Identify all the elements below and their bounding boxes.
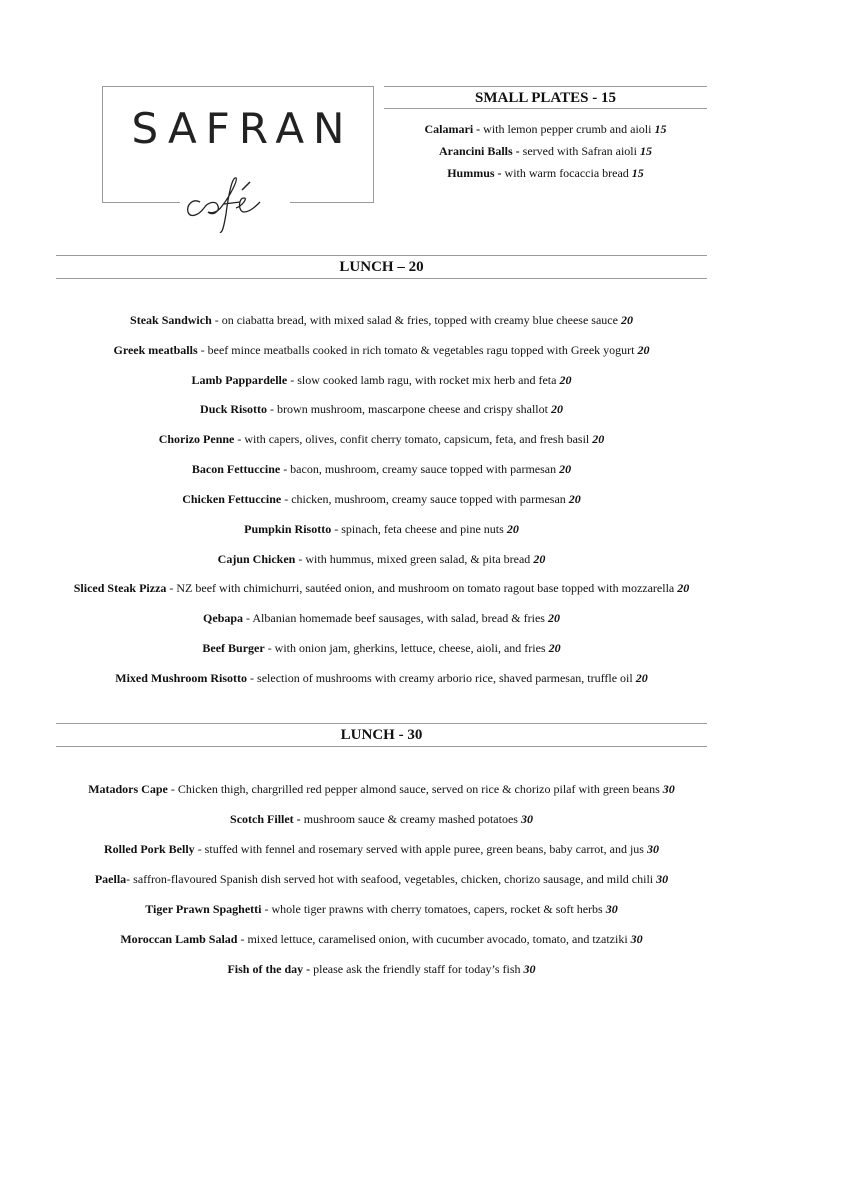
menu-item bbox=[56, 901, 707, 917]
menu-item bbox=[56, 401, 707, 417]
item-name: Bacon Fettuccine bbox=[191, 462, 281, 476]
logo-script-cafe bbox=[178, 168, 288, 236]
item-name: Lamb Pappardelle bbox=[191, 373, 288, 387]
section-title-lunch-20: LUNCH – 20 bbox=[339, 259, 424, 275]
item-name: Rolled Pork Belly bbox=[104, 842, 195, 856]
item-description: - on ciabatta bread, with mixed salad & fries, topped with creamy blue cheese sauce bbox=[211, 313, 621, 327]
item-name: Duck Risotto bbox=[200, 402, 268, 416]
item-price: 30 bbox=[520, 812, 533, 826]
item-name: Scotch Fillet - bbox=[230, 812, 301, 826]
item-name: Hummus - bbox=[447, 166, 502, 180]
item-description: - selection of mushrooms with creamy arborio rice, shaved parmesan, truffle oil bbox=[247, 671, 636, 685]
item-description: - bacon, mushroom, creamy sauce topped with parmesan bbox=[280, 462, 560, 476]
item-description: - whole tiger prawns with cherry tomatoes, capers, rocket & soft herbs bbox=[261, 902, 606, 916]
menu-item bbox=[56, 931, 707, 947]
menu-item bbox=[56, 811, 707, 827]
menu-item bbox=[56, 961, 707, 977]
item-description: - spinach, feta cheese and pine nuts bbox=[331, 522, 507, 536]
item-name: Calamari - bbox=[424, 122, 481, 136]
item-name: Fish of the day - bbox=[227, 962, 311, 976]
item-description: - with capers, olives, confit cherry tomato, capsicum, feta, and fresh basil bbox=[234, 432, 593, 446]
item-price: 15 bbox=[639, 144, 652, 158]
menu-item bbox=[56, 461, 707, 477]
item-price: 20 bbox=[559, 462, 572, 476]
menu-item bbox=[56, 640, 707, 656]
menu-item bbox=[56, 841, 707, 857]
lunch-30-rule-bottom bbox=[56, 746, 707, 747]
menu-item bbox=[384, 165, 707, 181]
item-description: mushroom sauce & creamy mashed potatoes bbox=[300, 812, 521, 826]
item-name: Beef Burger bbox=[202, 641, 265, 655]
menu-item bbox=[56, 431, 707, 447]
menu-item bbox=[56, 670, 707, 686]
lunch-30-rule-top bbox=[56, 723, 707, 724]
item-name: Arancini Balls - bbox=[439, 144, 520, 158]
item-name: Moroccan Lamb Salad bbox=[120, 932, 238, 946]
item-name: Chicken Fettuccine bbox=[182, 492, 282, 506]
item-name: Qebapa bbox=[203, 611, 244, 625]
item-price: 20 bbox=[559, 373, 572, 387]
item-description: please ask the friendly staff for today’s fish bbox=[310, 962, 524, 976]
item-description: with warm focaccia bread bbox=[501, 166, 632, 180]
item-description: - stuffed with fennel and rosemary served with apple puree, green beans, baby carrot, and jus bbox=[194, 842, 647, 856]
item-description: - brown mushroom, mascarpone cheese and crispy shallot bbox=[267, 402, 551, 416]
item-description: served with Safran aioli bbox=[519, 144, 640, 158]
item-price: 20 bbox=[533, 552, 546, 566]
item-price: 20 bbox=[550, 402, 563, 416]
item-price: 20 bbox=[637, 343, 650, 357]
item-description: - mixed lettuce, caramelised onion, with cucumber avocado, tomato, and tzatziki bbox=[237, 932, 631, 946]
item-price: 30 bbox=[630, 932, 643, 946]
menu-item bbox=[56, 871, 707, 887]
item-name: Tiger Prawn Spaghetti bbox=[145, 902, 262, 916]
menu-item bbox=[56, 781, 707, 797]
item-price: 15 bbox=[654, 122, 667, 136]
menu-item bbox=[56, 312, 707, 328]
item-name: Sliced Steak Pizza bbox=[73, 581, 167, 595]
item-name: Greek meatballs bbox=[113, 343, 198, 357]
lunch-20-rule-bottom bbox=[56, 278, 707, 279]
lunch-20-rule-top bbox=[56, 255, 707, 256]
item-price: 15 bbox=[631, 166, 644, 180]
menu-item bbox=[56, 580, 707, 596]
item-description: - saffron-flavoured Spanish dish served hot with seafood, vegetables, chicken, chorizo sausage, and mild chili bbox=[126, 872, 657, 886]
item-price: 20 bbox=[677, 581, 690, 595]
item-name: Pumpkin Risotto bbox=[244, 522, 332, 536]
item-description: - slow cooked lamb ragu, with rocket mix herb and feta bbox=[287, 373, 560, 387]
item-price: 30 bbox=[662, 782, 675, 796]
item-price: 30 bbox=[605, 902, 618, 916]
item-name: Steak Sandwich bbox=[130, 313, 212, 327]
item-name: Paella bbox=[94, 872, 127, 886]
item-price: 20 bbox=[547, 611, 560, 625]
item-description: - beef mince meatballs cooked in rich tomato & vegetables ragu topped with Greek yogurt bbox=[197, 343, 638, 357]
item-description: - Chicken thigh, chargrilled red pepper almond sauce, served on rice & chorizo pilaf with green beans bbox=[167, 782, 663, 796]
item-description: - with hummus, mixed green salad, & pita bread bbox=[295, 552, 534, 566]
small-plates-rule-top bbox=[384, 86, 707, 87]
menu-item bbox=[384, 121, 707, 137]
logo-wordmark: SAFRAN bbox=[131, 104, 354, 153]
item-name: Chorizo Penne bbox=[158, 432, 235, 446]
section-title-lunch-30: LUNCH - 30 bbox=[340, 727, 423, 743]
menu-item bbox=[56, 521, 707, 537]
small-plates-rule-bottom bbox=[384, 108, 707, 109]
menu-item bbox=[56, 491, 707, 507]
item-description: - NZ beef with chimichurri, sautéed onion, and mushroom on tomato ragout base topped with mozzarella bbox=[166, 581, 678, 595]
item-price: 20 bbox=[620, 313, 633, 327]
item-price: 30 bbox=[523, 962, 536, 976]
item-description: - chicken, mushroom, creamy sauce topped with parmesan bbox=[281, 492, 569, 506]
menu-item bbox=[384, 143, 707, 159]
menu-item bbox=[56, 372, 707, 388]
item-description: - Albanian homemade beef sausages, with salad, bread & fries bbox=[243, 611, 548, 625]
item-price: 20 bbox=[548, 641, 561, 655]
item-price: 20 bbox=[568, 492, 581, 506]
menu-item bbox=[56, 610, 707, 626]
item-price: 30 bbox=[656, 872, 669, 886]
item-name: Mixed Mushroom Risotto bbox=[115, 671, 248, 685]
item-price: 30 bbox=[646, 842, 659, 856]
menu-item bbox=[56, 551, 707, 567]
item-name: Matadors Cape bbox=[88, 782, 168, 796]
item-price: 20 bbox=[592, 432, 605, 446]
item-description: with lemon pepper crumb and aioli bbox=[480, 122, 655, 136]
item-price: 20 bbox=[506, 522, 519, 536]
item-price: 20 bbox=[635, 671, 648, 685]
item-name: Cajun Chicken bbox=[217, 552, 296, 566]
menu-item bbox=[56, 342, 707, 358]
item-description: - with onion jam, gherkins, lettuce, cheese, aioli, and fries bbox=[264, 641, 549, 655]
section-title-small-plates: SMALL PLATES - 15 bbox=[475, 90, 616, 106]
